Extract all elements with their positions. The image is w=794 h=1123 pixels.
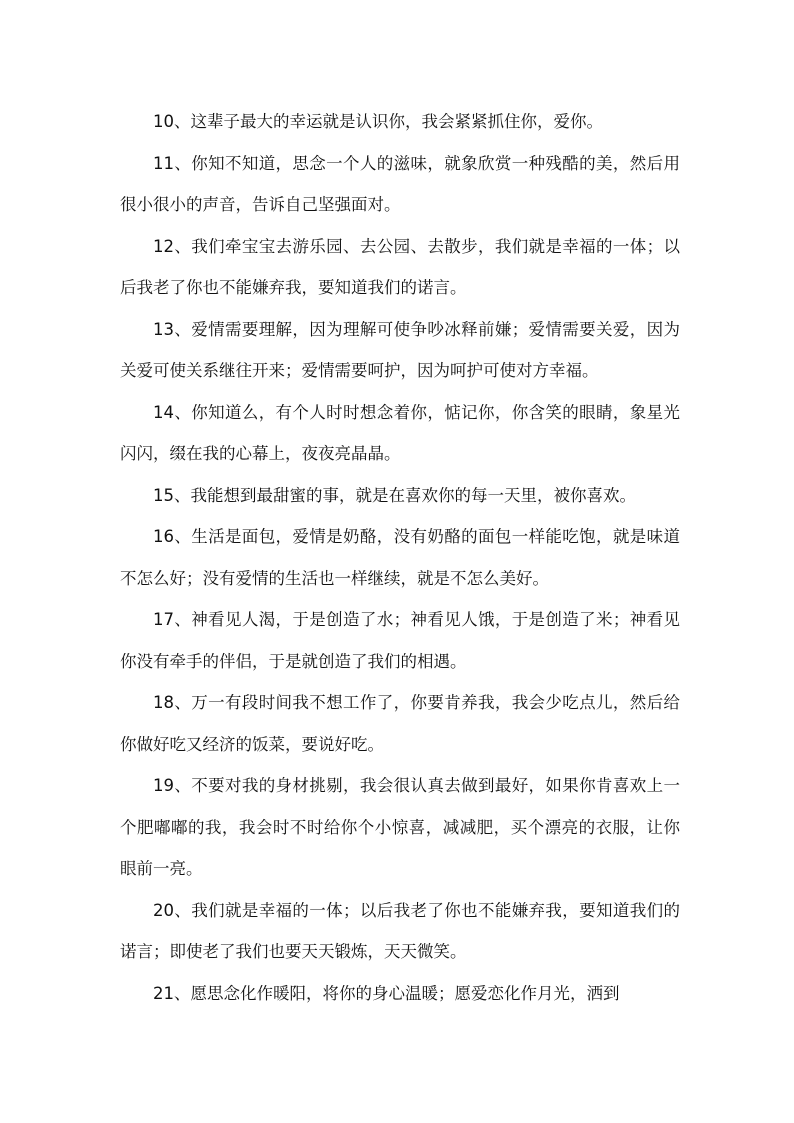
paragraph-11: 11、你知不知道，思念一个人的滋味，就象欣赏一种残酷的美，然后用很小很小的声音，告诉自己坚强面对。 xyxy=(120,153,680,214)
paragraph-18: 18、万一有段时间我不想工作了，你要肯养我，我会少吃点儿，然后给你做好吃又经济的饭菜，要说好吃。 xyxy=(120,693,680,754)
paragraph-15: 15、我能想到最甜蜜的事，就是在喜欢你的每一天里，被你喜欢。 xyxy=(153,485,636,505)
paragraph-14: 14、你知道么，有个人时时想念着你，惦记你，你含笑的眼睛，象星光闪闪，缀在我的心幕上，夜夜亮晶晶。 xyxy=(120,402,680,463)
paragraph-19: 19、不要对我的身材挑剔，我会很认真去做到最好，如果你肯喜欢上一个肥嘟嘟的我，我会时不时给你个小惊喜，减减肥，买个漂亮的衣服，让你眼前一亮。 xyxy=(120,776,680,878)
paragraph-17: 17、神看见人渴，于是创造了水；神看见人饿，于是创造了米；神看见你没有牵手的伴侣，于是就创造了我们的相遇。 xyxy=(120,610,680,671)
paragraph-13: 13、爱情需要理解，因为理解可使争吵冰释前嫌；爱情需要关爱，因为关爱可使关系继往开来；爱情需要呵护，因为呵护可使对方幸福。 xyxy=(120,319,680,380)
paragraph-16: 16、生活是面包，爱情是奶酪，没有奶酪的面包一样能吃饱，就是味道不怎么好；没有爱情的生活也一样继续，就是不怎么美好。 xyxy=(120,527,680,588)
document-body xyxy=(120,101,680,1014)
paragraph-12: 12、我们牵宝宝去游乐园、去公园、去散步，我们就是幸福的一体；以后我老了你也不能嫌弃我，要知道我们的诺言。 xyxy=(120,236,680,297)
paragraph-20: 20、我们就是幸福的一体；以后我老了你也不能嫌弃我，要知道我们的诺言；即使老了我们也要天天锻炼，天天微笑。 xyxy=(120,900,680,961)
paragraph-10: 10、这辈子最大的幸运就是认识你，我会紧紧抓住你，爱你。 xyxy=(153,112,603,131)
paragraph-21: 21、愿思念化作暖阳，将你的身心温暖；愿爱恋化作月光，洒到 xyxy=(153,983,620,1003)
